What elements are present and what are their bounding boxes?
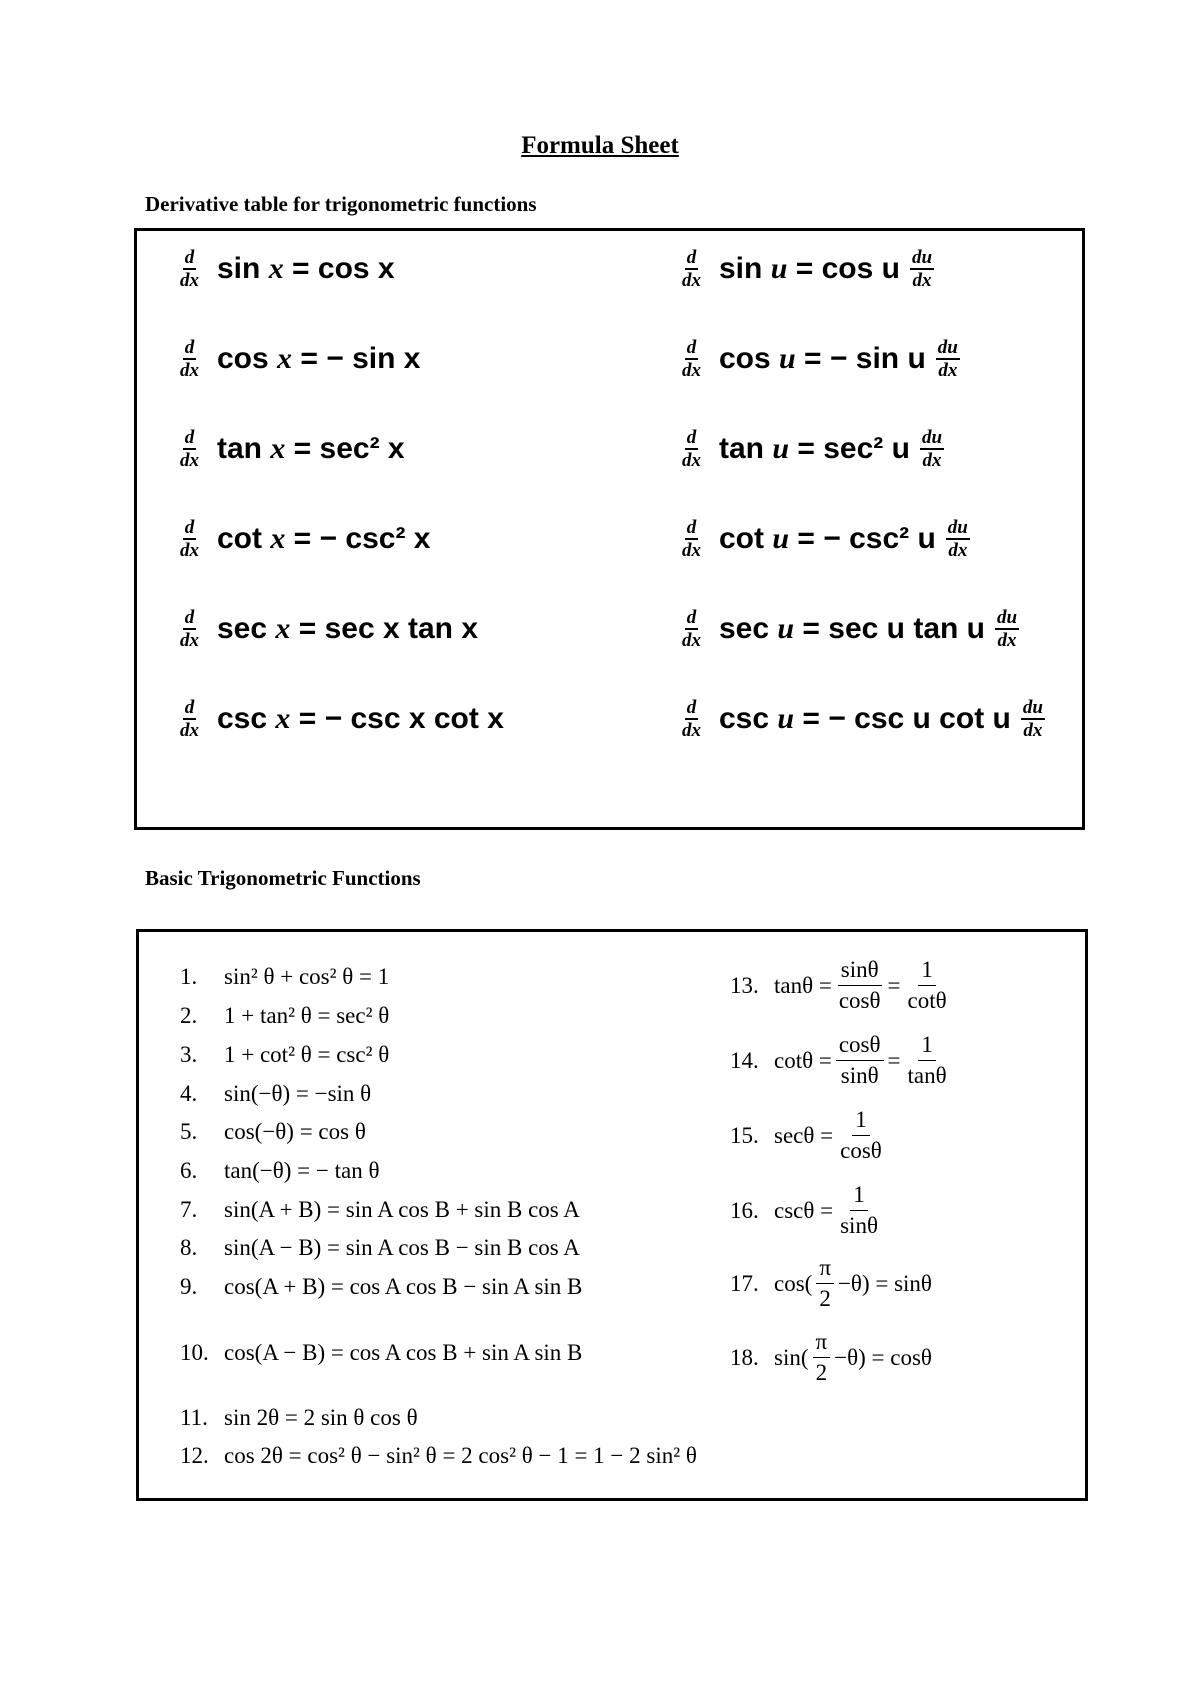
identity-number: 18.	[730, 1344, 759, 1370]
identity-formula: cos(A − B) = cos A cos B + sin A sin B	[224, 1340, 583, 1365]
identity-formula: sin 2θ = 2 sin θ cos θ	[224, 1405, 418, 1430]
derivative-operator	[178, 608, 201, 650]
derivative-operator-den: dx	[180, 450, 199, 471]
derivative-operator-den: dx	[180, 360, 199, 381]
derivative-u-row	[680, 518, 970, 560]
derivative-function: cot x	[217, 522, 286, 555]
identity-fraction	[813, 1330, 831, 1385]
equals-sign: =	[794, 702, 829, 735]
identity-number: 4.	[180, 1081, 198, 1106]
identity-fraction	[837, 1108, 885, 1163]
identity-lhs: cos(	[774, 1270, 813, 1296]
derivative-function: cos u	[719, 342, 796, 375]
identity-number: 15.	[730, 1122, 759, 1148]
identity-row	[730, 1033, 954, 1088]
derivative-operator-den: dx	[682, 540, 701, 561]
identity-lhs: cotθ =	[774, 1047, 832, 1073]
identity-rhs: −θ) = sinθ	[837, 1270, 932, 1296]
derivative-operator	[680, 608, 703, 650]
derivative-operator-den: dx	[682, 450, 701, 471]
identity-number: 5.	[180, 1119, 198, 1144]
identity-row	[730, 1108, 889, 1163]
derivative-operator-num: d	[184, 697, 195, 718]
identity-number: 7.	[180, 1197, 198, 1222]
derivative-operator-den: dx	[180, 630, 199, 651]
chain-rule-factor-den: dx	[938, 360, 958, 381]
derivative-x-row	[178, 338, 420, 380]
identity-row	[180, 1274, 582, 1300]
chain-rule-factor-den: dx	[948, 540, 968, 561]
identity-fraction-den: cotθ	[907, 988, 947, 1014]
derivative-operator	[680, 248, 703, 290]
identity-number: 12.	[180, 1443, 209, 1468]
identity-fraction	[836, 958, 884, 1013]
derivative-u-row	[680, 428, 944, 470]
identity-fraction-den: sinθ	[840, 1213, 878, 1239]
identity-number: 16.	[730, 1197, 759, 1223]
derivative-operator-den: dx	[682, 720, 701, 741]
identity-lhs: secθ =	[774, 1122, 834, 1148]
identity-row	[180, 1003, 389, 1029]
derivative-result: sec² u	[823, 432, 910, 465]
derivative-result: − sin u	[829, 342, 926, 375]
chain-rule-factor	[910, 248, 934, 290]
identity-lhs: cscθ =	[774, 1197, 834, 1223]
identity-fraction	[837, 1183, 881, 1238]
derivative-operator-num: d	[686, 427, 697, 448]
equals-sign: =	[787, 252, 822, 285]
identity-number: 10.	[180, 1340, 209, 1365]
derivative-result: sec² x	[319, 432, 405, 465]
derivative-result: − csc x cot x	[324, 702, 504, 735]
derivative-operator	[178, 428, 201, 470]
trig-section-label: Basic Trigonometric Functions	[145, 866, 421, 890]
identity-row	[730, 1256, 932, 1311]
derivative-x-row	[178, 428, 405, 470]
chain-rule-factor	[946, 518, 970, 560]
derivative-x-row	[178, 698, 504, 740]
identity-formula: sin(A − B) = sin A cos B − sin B cos A	[224, 1235, 580, 1260]
equals-sign: =	[795, 342, 830, 375]
derivative-operator-den: dx	[180, 540, 199, 561]
equals-sign: =	[887, 972, 901, 998]
equals-sign: =	[789, 522, 824, 555]
page-title: Formula Sheet	[521, 132, 679, 159]
derivative-operator	[178, 518, 201, 560]
identity-formula: sin² θ + cos² θ = 1	[224, 964, 390, 989]
identity-fraction-den: 2	[819, 1286, 831, 1312]
identity-number: 14.	[730, 1047, 759, 1073]
derivative-result: − sin x	[326, 342, 421, 375]
chain-rule-factor	[920, 428, 944, 470]
derivative-operator	[680, 518, 703, 560]
identity-fraction-den: tanθ	[907, 1063, 947, 1089]
chain-rule-factor-num: du	[1022, 697, 1043, 718]
derivative-operator	[680, 698, 703, 740]
identity-number: 8.	[180, 1235, 198, 1260]
derivative-operator	[680, 428, 703, 470]
equals-sign: =	[285, 432, 320, 465]
derivative-x-row	[178, 608, 478, 650]
equals-sign: =	[887, 1047, 901, 1073]
chain-rule-factor-den: dx	[912, 270, 932, 291]
identity-fraction	[836, 1033, 884, 1088]
identity-number: 2.	[180, 1003, 198, 1028]
equals-sign: =	[285, 522, 320, 555]
identity-fraction-num: sinθ	[838, 958, 882, 986]
identity-lhs: tanθ =	[774, 972, 832, 998]
identity-number: 6.	[180, 1158, 198, 1183]
identity-rhs: −θ) = cosθ	[834, 1344, 932, 1370]
identity-row	[180, 964, 389, 990]
derivative-operator-num: d	[184, 247, 195, 268]
derivative-result: − csc² x	[319, 522, 431, 555]
derivative-operator	[178, 338, 201, 380]
derivative-function: csc x	[217, 702, 291, 735]
identity-row	[730, 1330, 932, 1385]
derivative-x-row	[178, 518, 430, 560]
chain-rule-factor-den: dx	[997, 630, 1017, 651]
chain-rule-factor-num: du	[921, 427, 943, 448]
identity-lhs: sin(	[774, 1344, 809, 1370]
identity-fraction-num: π	[816, 1256, 834, 1284]
derivative-result: cos x	[317, 252, 395, 285]
identity-fraction	[816, 1256, 834, 1311]
derivative-function: sec u	[719, 612, 795, 645]
chain-rule-factor	[936, 338, 960, 380]
identity-row	[180, 1235, 580, 1261]
derivative-u-row	[680, 608, 1019, 650]
identity-row	[180, 1197, 580, 1223]
identity-fraction-num: cosθ	[836, 1033, 884, 1061]
chain-rule-factor-den: dx	[1023, 720, 1043, 741]
derivative-operator-num: d	[184, 517, 195, 538]
derivative-u-row	[680, 698, 1045, 740]
equals-sign: =	[290, 612, 325, 645]
derivative-function: sin u	[719, 252, 788, 285]
identity-formula: sin(A + B) = sin A cos B + sin B cos A	[224, 1197, 580, 1222]
identity-formula: cos 2θ = cos² θ − sin² θ = 2 cos² θ − 1 = 1 − 2 sin² θ	[224, 1443, 697, 1468]
derivative-u-row	[680, 248, 934, 290]
identity-formula: sin(−θ) = −sin θ	[224, 1081, 372, 1106]
derivative-operator-num: d	[184, 427, 195, 448]
chain-rule-factor	[995, 608, 1019, 650]
identity-row	[180, 1119, 366, 1145]
identity-number: 3.	[180, 1042, 198, 1067]
derivative-result: − csc u cot u	[828, 702, 1011, 735]
identity-fraction-den: cosθ	[840, 1138, 882, 1164]
identity-fraction-num: 1	[918, 958, 936, 986]
derivative-operator-num: d	[686, 607, 697, 628]
derivative-operator-den: dx	[180, 720, 199, 741]
chain-rule-factor-den: dx	[922, 450, 942, 471]
equals-sign: =	[789, 432, 824, 465]
derivative-function: cos x	[217, 342, 293, 375]
identity-fraction-num: 1	[918, 1033, 936, 1061]
derivative-result: − csc² u	[823, 522, 936, 555]
derivative-function: csc u	[719, 702, 795, 735]
identity-formula: 1 + tan² θ = sec² θ	[224, 1003, 390, 1028]
identity-number: 1.	[180, 964, 198, 989]
identity-formula: cos(−θ) = cos θ	[224, 1119, 366, 1144]
chain-rule-factor-num: du	[997, 607, 1018, 628]
derivative-section-label: Derivative table for trigonometric functions	[145, 192, 537, 216]
equals-sign: =	[290, 702, 325, 735]
identity-fraction-num: 1	[852, 1108, 870, 1136]
equals-sign: =	[794, 612, 829, 645]
derivative-operator-num: d	[184, 337, 195, 358]
derivative-x-row	[178, 248, 395, 290]
identity-fraction	[905, 1033, 950, 1088]
derivative-operator-den: dx	[682, 630, 701, 651]
identity-formula: cos(A + B) = cos A cos B − sin A sin B	[224, 1274, 583, 1299]
derivative-operator-den: dx	[682, 360, 701, 381]
identity-row	[730, 958, 954, 1013]
identity-row	[180, 1081, 371, 1107]
derivative-operator-num: d	[184, 607, 195, 628]
derivative-result: sec x tan x	[324, 612, 479, 645]
identity-row	[730, 1183, 885, 1238]
identity-fraction-den: cosθ	[838, 988, 881, 1014]
derivative-function: sin x	[217, 252, 284, 285]
identity-row	[180, 1158, 379, 1184]
derivative-operator-num: d	[686, 337, 697, 358]
derivative-operator-den: dx	[682, 270, 701, 291]
identity-fraction-num: π	[813, 1330, 831, 1358]
identity-number: 13.	[730, 972, 759, 998]
identity-number: 9.	[180, 1274, 198, 1299]
derivative-operator-num: d	[686, 247, 697, 268]
identity-row	[180, 1340, 582, 1366]
identity-row	[180, 1405, 418, 1431]
identity-fraction	[905, 958, 950, 1013]
identity-row	[180, 1443, 697, 1469]
derivative-result: cos u	[821, 252, 900, 285]
derivative-function: tan u	[719, 432, 790, 465]
identity-fraction-den: 2	[815, 1360, 828, 1386]
derivative-operator-num: d	[686, 517, 697, 538]
identity-formula: tan(−θ) = − tan θ	[224, 1158, 380, 1183]
derivative-function: cot u	[719, 522, 790, 555]
derivative-operator	[178, 698, 201, 740]
identity-number: 11.	[180, 1405, 208, 1430]
chain-rule-factor-num: du	[911, 247, 933, 268]
derivative-operator	[178, 248, 201, 290]
identity-row	[180, 1042, 389, 1068]
derivative-u-row	[680, 338, 960, 380]
derivative-result: sec u tan u	[828, 612, 985, 645]
derivative-operator	[680, 338, 703, 380]
equals-sign: =	[292, 342, 327, 375]
chain-rule-factor	[1021, 698, 1045, 740]
equals-sign: =	[283, 252, 318, 285]
derivative-function: tan x	[217, 432, 286, 465]
derivative-function: sec x	[217, 612, 291, 645]
identity-number: 17.	[730, 1270, 759, 1296]
chain-rule-factor-num: du	[937, 337, 958, 358]
derivative-operator-den: dx	[180, 270, 199, 291]
identity-fraction-den: sinθ	[840, 1063, 879, 1089]
identity-formula: 1 + cot² θ = csc² θ	[224, 1042, 390, 1067]
identity-fraction-num: 1	[850, 1183, 868, 1211]
chain-rule-factor-num: du	[947, 517, 968, 538]
derivative-operator-num: d	[686, 697, 697, 718]
